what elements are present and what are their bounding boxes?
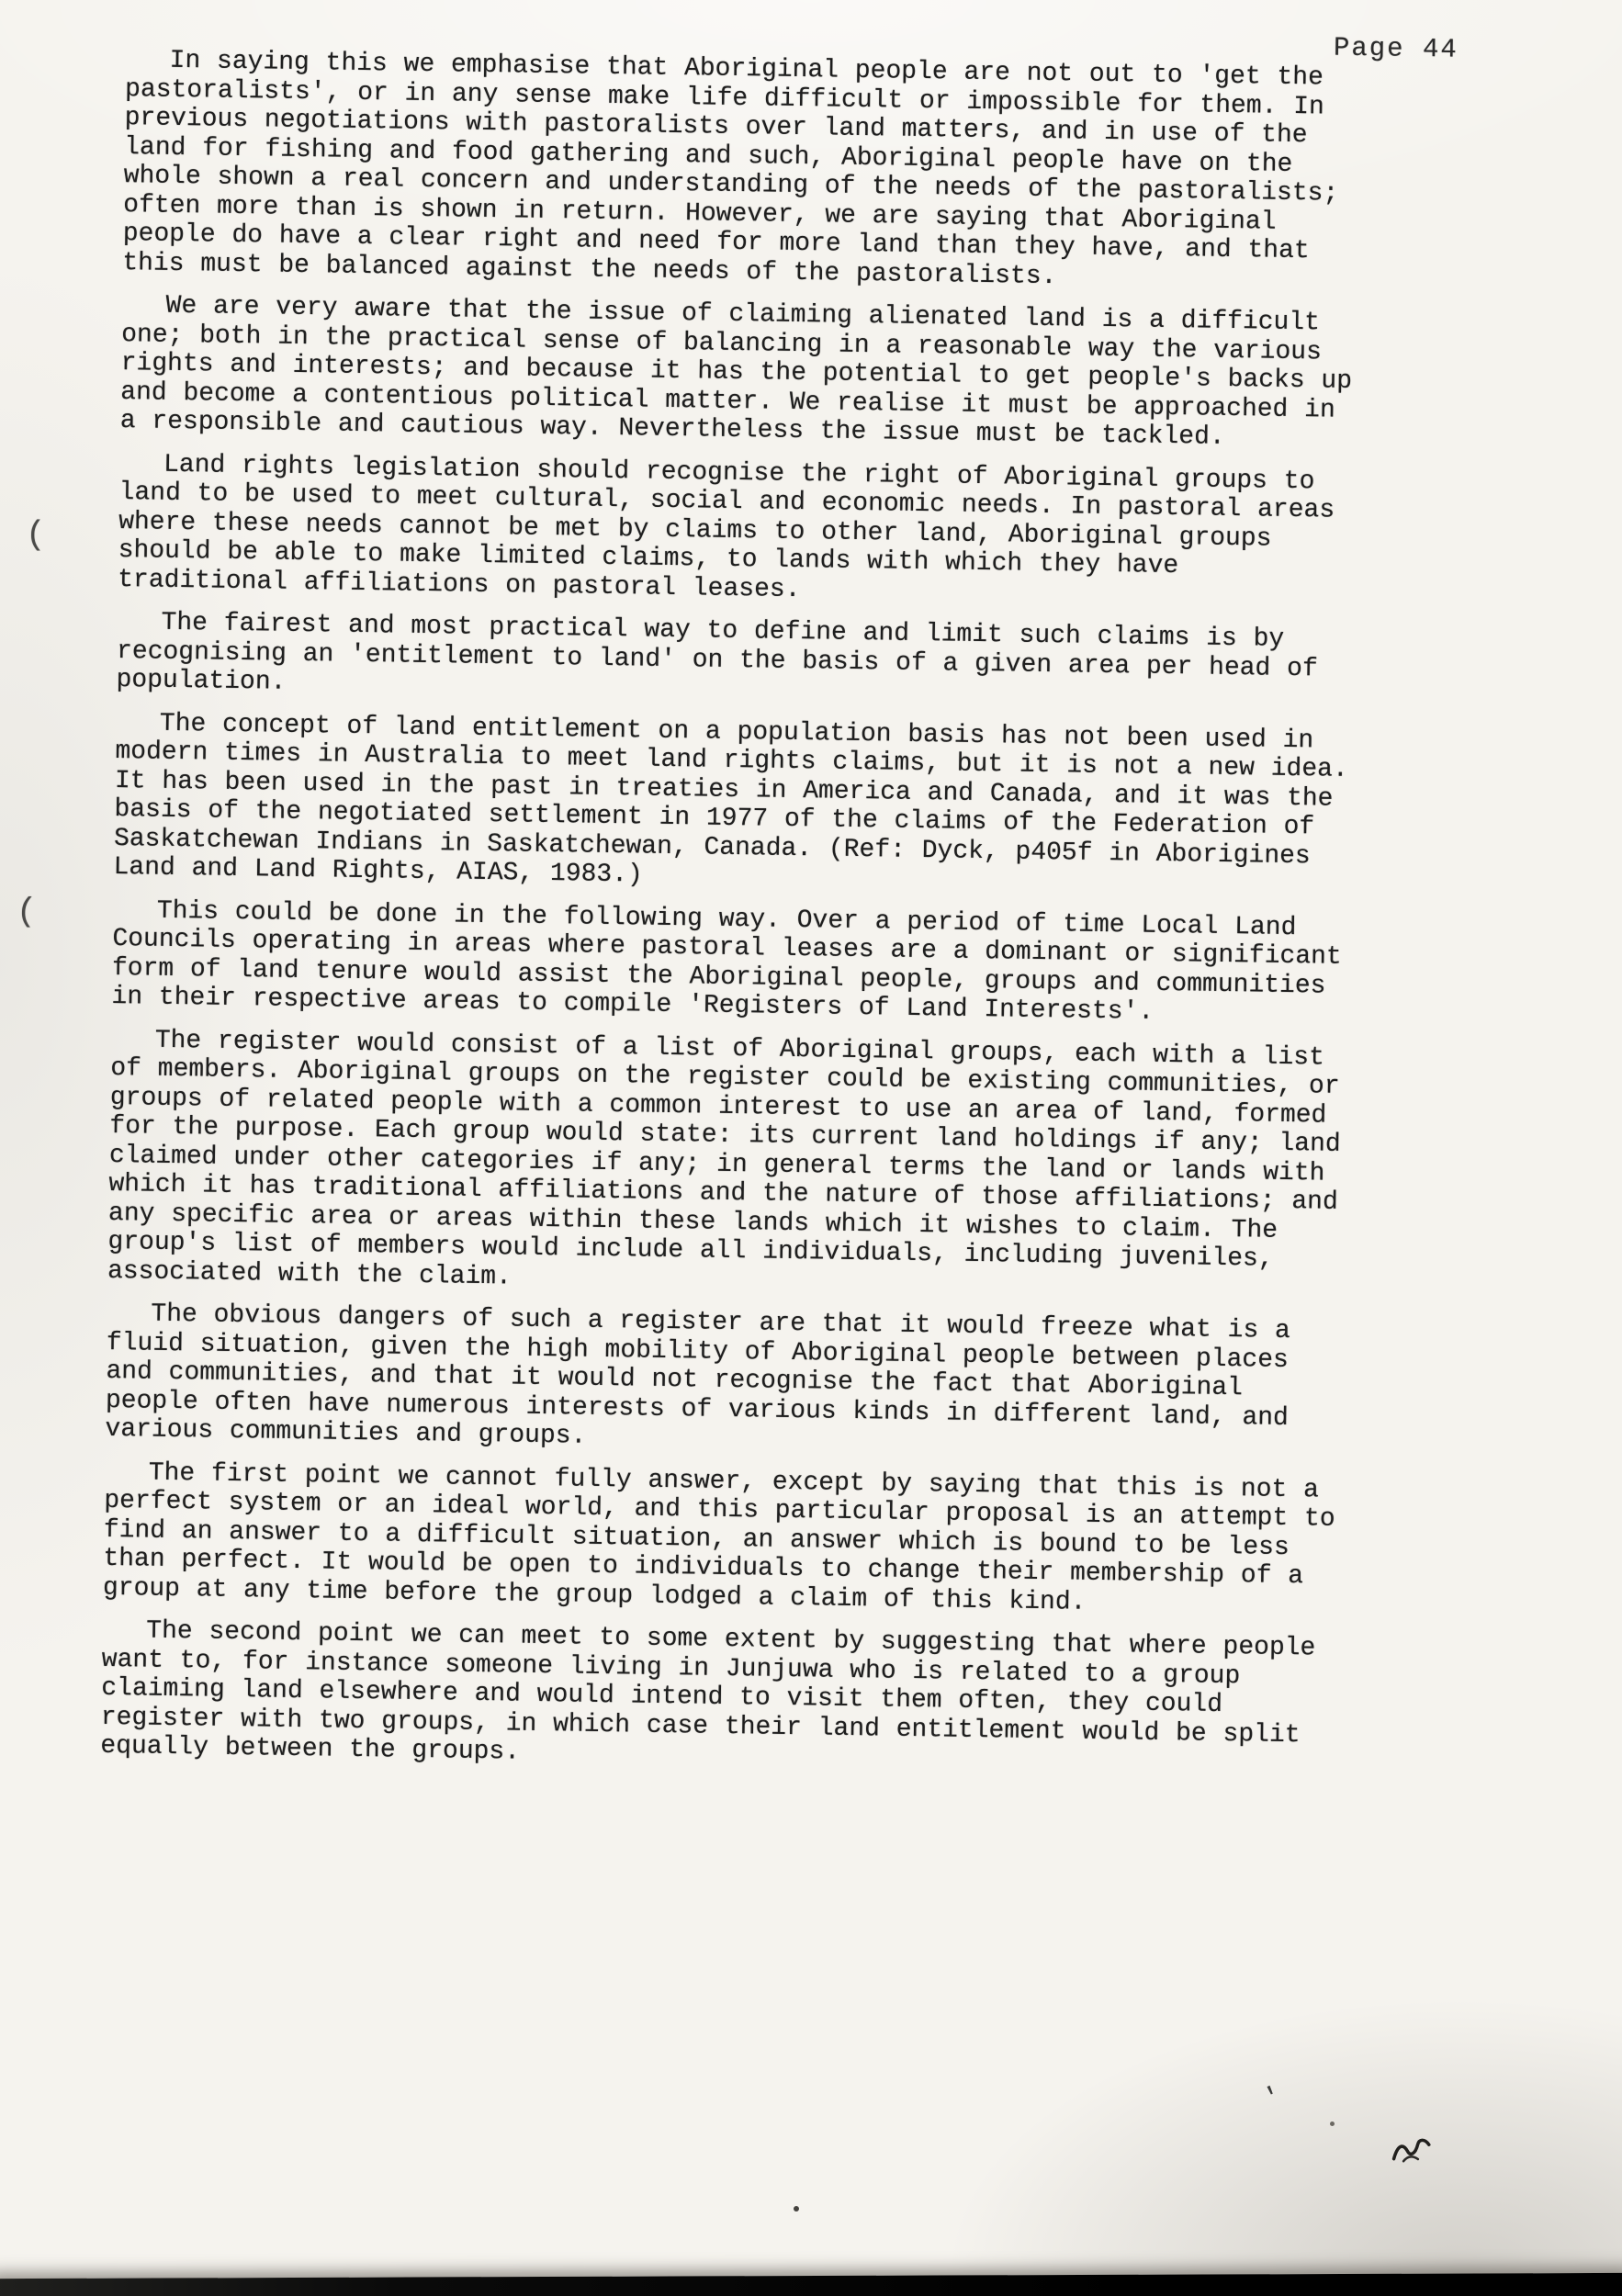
ink-scribble-mark bbox=[1386, 2126, 1435, 2168]
paragraph: The concept of land entitlement on a population basis has not been used in modern times in Australia to meet land rights claims, but it is not a new idea. It has been used in the past in treaties in America and Canada, and it was the basis of the negotiated settlement in 1977 of the claims of the Federation of Saskatchewan Indians in Saskatchewan, Canada. (Ref: Dyck, p405f in Aborigines Land and Land Rights, AIAS, 1983.) bbox=[113, 709, 1348, 890]
paragraph: The second point we can meet to some extent by suggesting that where people want to, for instance someone living in Junjuwa who is related to a group claiming land elsewhere and would intend to visit them often, they could register with two groups, in which case their land entitlement would be split equally between the groups. bbox=[100, 1616, 1316, 1767]
paragraph: The fairest and most practical way to define and limit such claims is by recognising an 'entitlement to land' on the basis of a given area per head of population. bbox=[116, 608, 1318, 697]
paragraph: In saying this we emphasise that Aboriginal people are not out to 'get the pastoralists', or in any sense make life difficult or impossible for them. In previous negotiations with pastoralists over land matters, and in use of the land for fishing and food gathering and such, Aboriginal people have on the whole shown a real concern and understanding of the needs of the pastoralists; often more than is shown in return. However, we are saying that Aboriginal people do have a clear right and need for more land than they have, and that this must be balanced against the needs of the pastoralists. bbox=[122, 46, 1339, 291]
scan-margin-mark: ( bbox=[26, 516, 46, 554]
scan-speck bbox=[1330, 2122, 1335, 2126]
paragraph: This could be done in the following way. Over a period of time Local Land Councils operating in areas where pastoral leases are a dominant or significant form of land tenure would assist the Aboriginal people, groups and communities in their respective areas to compile 'Registers of Land Interests'. bbox=[111, 896, 1342, 1027]
paragraph: The obvious dangers of such a register are that it would freeze what is a fluid situation, given the high mobility of Aboriginal people between places and communities, and that it would not recognise the fact that Aboriginal people often have numerous interests of various kinds in different land, and various communities and groups. bbox=[105, 1300, 1291, 1451]
paragraph: We are very aware that the issue of claiming alienated land is a difficult one; both in the practical sense of balancing in a reasonable way the various rights and interests; and because it has the potential to get people's backs up and become a contentious political matter. We realise it must be approached in a responsible and cautious way. Nevertheless the issue must be tackled. bbox=[119, 291, 1353, 452]
scan-speck bbox=[794, 2206, 799, 2212]
page-number: Page 44 bbox=[1333, 32, 1459, 65]
scan-stray-mark: ' bbox=[1259, 2080, 1289, 2117]
scan-margin-mark: ( bbox=[15, 892, 38, 931]
document-body bbox=[100, 46, 1368, 1793]
paragraph: The register would consist of a list of Aboriginal groups, each with a list of members. Aboriginal groups on the register could be existing communities, or groups of related people with a common interest to use an area of land, formed for the purpose. Each group would state: its current land holdings if any; land claimed under other categories if any; in general terms the land or lands with which it has traditional affiliations and the nature of those affiliations; and any specific area or areas within these lands which it wishes to claim. The group's list of members would include all individuals, including juveniles, associated with the claim. bbox=[107, 1026, 1341, 1291]
paragraph: Land rights legislation should recognise the right of Aboriginal groups to land to be used to meet cultural, social and economic needs. In pastoral areas where these needs cannot be met by claims to other land, Aboriginal groups should be able to make limited claims, to lands with which they have traditional affiliations on pastoral leases. bbox=[118, 450, 1335, 604]
paragraph: The first point we cannot fully answer, except by saying that this is not a perfect system or an ideal world, and this particular proposal is an attempt to find an answer to a difficult situation, an answer which is bound to be less than perfect. It would be open to individuals to change their membership of a group at any time before the group lodged a claim of this kind. bbox=[102, 1458, 1335, 1617]
